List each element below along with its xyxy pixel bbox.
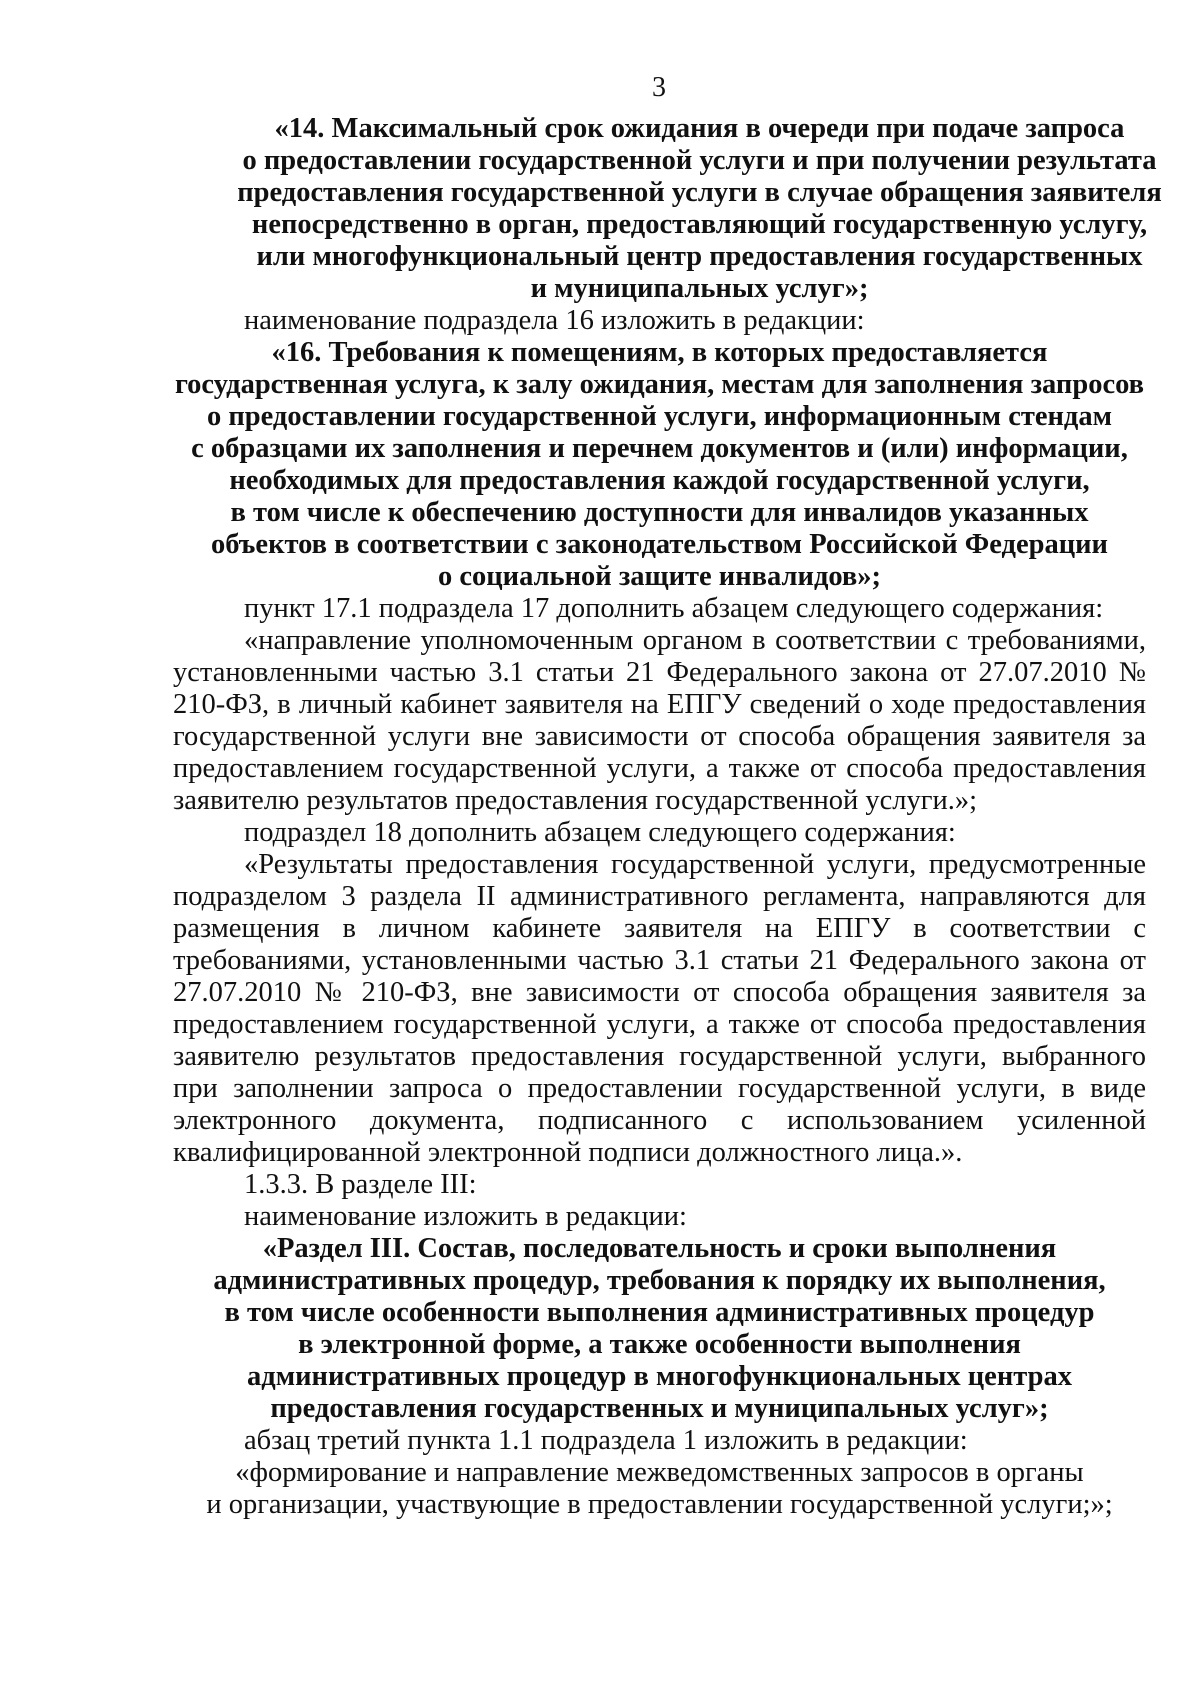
heading-line: или многофункциональный центр предоставления государственных (256, 241, 1143, 272)
heading-subsection-16 (173, 337, 1146, 593)
heading-section-3 (173, 1233, 1146, 1425)
heading-line: о социальной защите инвалидов»; (437, 561, 882, 592)
heading-line: «16. Требования к помещениям, в которых предоставляется (271, 337, 1048, 368)
heading-subsection-14 (213, 113, 1186, 305)
heading-line: в том числе к обеспечению доступности для инвалидов указанных (230, 497, 1089, 528)
heading-line: «Раздел III. Состав, последовательность и сроки выполнения (262, 1233, 1057, 1264)
heading-line: государственная услуга, к залу ожидания, местам для заполнения запросов (174, 369, 1145, 400)
quote-line: «формирование и направление межведомственных запросов в органы (235, 1457, 1084, 1488)
quote-line: и организации, участвующие в предоставлении государственной услуги;»; (206, 1489, 1113, 1520)
paragraph-subsection-18: подраздел 18 дополнить абзацем следующего содержания: (244, 817, 956, 848)
heading-line: предоставления государственных и муниципальных услуг»; (270, 1393, 1049, 1424)
heading-line: «14. Максимальный срок ожидания в очереди при подаче запроса (274, 113, 1125, 144)
document-body (173, 113, 1162, 1521)
paragraph-1-3-3: 1.3.3. В разделе III: (244, 1169, 477, 1200)
paragraph-quote-rezultaty: «Результаты предоставления государственной услуги, предусмотренные подразделом 3 раздела II административного регламента, направляются для размещения в личном кабинете заявителя на ЕПГУ в соответствии с требованиями, установленными частью 3.1 статьи 21 Федерального закона от 27.07.2010 № 210-ФЗ, вне зависимости от способа обращения заявителя за предоставлением государственной услуги, а также от способа предоставления заявителю результатов предоставления государственной услуги, выбранного при заполнении запроса о предоставлении государственной услуги, в виде электронного документа, подписанного с использованием усиленной квалифицированной электронной подписи должностного лица.». (173, 849, 1146, 1168)
heading-line: административных процедур, требования к порядку их выполнения, (213, 1265, 1106, 1296)
paragraph-abzac-3: абзац третий пункта 1.1 подраздела 1 изложить в редакции: (244, 1425, 968, 1456)
paragraph-rename-16: наименование подраздела 16 изложить в редакции: (244, 305, 865, 336)
heading-line: предоставления государственной услуги в случае обращения заявителя (237, 177, 1162, 208)
heading-line: объектов в соответствии с законодательством Российской Федерации (211, 529, 1108, 560)
heading-line: и муниципальных услуг»; (530, 273, 869, 304)
heading-line: с образцами их заполнения и перечнем документов и (или) информации, (191, 433, 1128, 464)
heading-line: административных процедур в многофункциональных центрах (247, 1361, 1072, 1392)
heading-line: непосредственно в орган, предоставляющий государственную услугу, (251, 209, 1148, 240)
final-quote (173, 1457, 1146, 1521)
paragraph-quote-napravlenie: «направление уполномоченным органом в соответствии с требованиями, установленными частью 3.1 статьи 21 Федерального закона от 27.07.2010 № 210-ФЗ, в личный кабинет заявителя на ЕПГУ сведений о ходе предоставления государственной услуги вне зависимости от способа обращения заявителя за предоставлением государственной услуги, а также от способа предоставления заявителю результатов предоставления государственной услуги.»; (173, 625, 1146, 816)
heading-line: о предоставлении государственной услуги и при получении результата (242, 145, 1157, 176)
paragraph-rename-title: наименование изложить в редакции: (244, 1201, 687, 1232)
paragraph-item-17-1: пункт 17.1 подраздела 17 дополнить абзацем следующего содержания: (244, 593, 1104, 624)
heading-line: о предоставлении государственной услуги, информационным стендам (206, 401, 1113, 432)
heading-line: необходимых для предоставления каждой государственной услуги, (229, 465, 1090, 496)
heading-line: в электронной форме, а также особенности выполнения (298, 1329, 1021, 1360)
heading-line: в том числе особенности выполнения административных процедур (224, 1297, 1095, 1328)
page-number: 3 (652, 72, 666, 103)
